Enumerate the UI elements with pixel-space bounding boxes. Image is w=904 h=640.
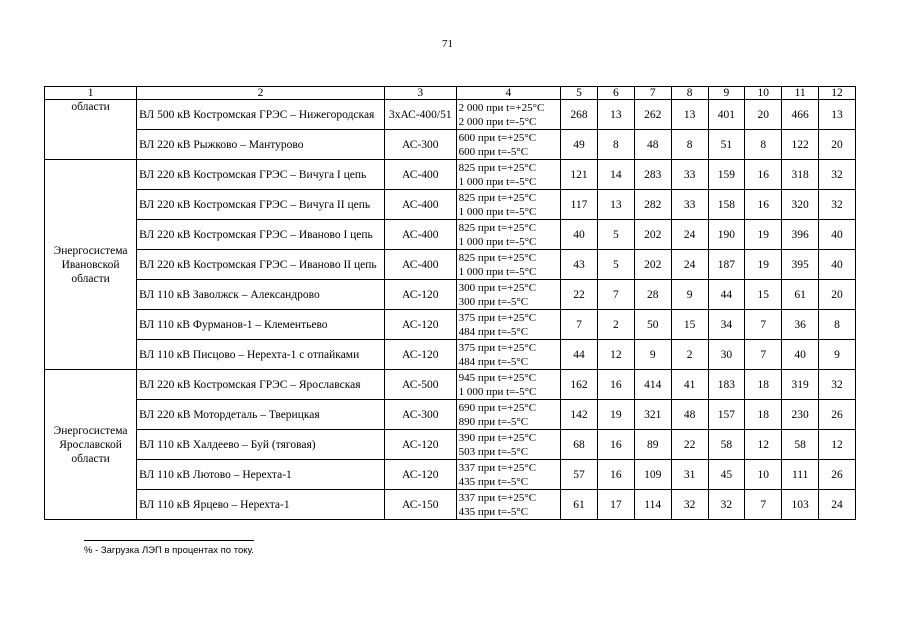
value-cell-c5: 61 — [561, 490, 598, 520]
table-row — [45, 400, 856, 430]
current-winter-text: 1 000 при t=-5°С — [458, 265, 537, 278]
value-cell-c7: 202 — [634, 220, 671, 250]
current-winter-text: 1 000 при t=-5°С — [458, 175, 537, 188]
allowed-current-cell — [456, 100, 560, 130]
value-cell-c9: 51 — [708, 130, 745, 160]
value-cell-c6: 16 — [597, 370, 634, 400]
value-cell-c11: 61 — [782, 280, 819, 310]
current-summer-text: 375 при t=+25°С — [458, 341, 537, 354]
value-cell-c9: 58 — [708, 430, 745, 460]
value-cell-c10: 19 — [745, 220, 782, 250]
value-cell-c7: 282 — [634, 190, 671, 220]
value-cell-c10: 12 — [745, 430, 782, 460]
line-name-cell: ВЛ 110 кВ Халдеево – Буй (тяговая) — [137, 430, 385, 460]
value-cell-c12: 8 — [819, 310, 856, 340]
value-cell-c5: 22 — [561, 280, 598, 310]
value-cell-c5: 7 — [561, 310, 598, 340]
value-cell-c8: 24 — [671, 250, 708, 280]
header-cell: 12 — [819, 87, 856, 100]
value-cell-c12: 20 — [819, 280, 856, 310]
current-summer-text: 825 при t=+25°С — [458, 161, 537, 174]
page-number: 71 — [442, 38, 453, 50]
value-cell-c12: 40 — [819, 250, 856, 280]
value-cell-c7: 48 — [634, 130, 671, 160]
wire-type-cell: АС-400 — [384, 220, 456, 250]
value-cell-c11: 319 — [782, 370, 819, 400]
current-summer-text: 390 при t=+25°С — [458, 431, 537, 444]
current-winter-text: 2 000 при t=-5°С — [458, 115, 537, 128]
header-cell: 2 — [137, 87, 385, 100]
current-winter-text: 600 при t=-5°С — [458, 145, 529, 158]
value-cell-c10: 18 — [745, 400, 782, 430]
value-cell-c9: 183 — [708, 370, 745, 400]
value-cell-c10: 10 — [745, 460, 782, 490]
allowed-current-cell — [456, 280, 560, 310]
allowed-current-cell — [456, 310, 560, 340]
value-cell-c11: 318 — [782, 160, 819, 190]
value-cell-c6: 16 — [597, 430, 634, 460]
value-cell-c9: 30 — [708, 340, 745, 370]
line-name-cell: ВЛ 110 кВ Фурманов-1 – Клементьево — [137, 310, 385, 340]
current-summer-text: 825 при t=+25°С — [458, 221, 537, 234]
value-cell-c5: 117 — [561, 190, 598, 220]
value-cell-c8: 2 — [671, 340, 708, 370]
wire-type-cell: АС-150 — [384, 490, 456, 520]
value-cell-c5: 57 — [561, 460, 598, 490]
current-winter-text: 1 000 при t=-5°С — [458, 385, 537, 398]
allowed-current-cell — [456, 490, 560, 520]
value-cell-c7: 109 — [634, 460, 671, 490]
value-cell-c5: 121 — [561, 160, 598, 190]
value-cell-c10: 15 — [745, 280, 782, 310]
value-cell-c11: 395 — [782, 250, 819, 280]
value-cell-c6: 8 — [597, 130, 634, 160]
value-cell-c10: 19 — [745, 250, 782, 280]
value-cell-c12: 32 — [819, 370, 856, 400]
value-cell-c11: 230 — [782, 400, 819, 430]
current-summer-text: 600 при t=+25°С — [458, 131, 537, 144]
current-winter-text: 435 при t=-5°С — [458, 475, 529, 488]
line-name-cell: ВЛ 110 кВ Заволжск – Александрово — [137, 280, 385, 310]
allowed-current-cell — [456, 400, 560, 430]
value-cell-c7: 414 — [634, 370, 671, 400]
value-cell-c7: 28 — [634, 280, 671, 310]
table-row — [45, 430, 856, 460]
value-cell-c11: 103 — [782, 490, 819, 520]
value-cell-c11: 396 — [782, 220, 819, 250]
current-winter-text: 300 при t=-5°С — [458, 295, 529, 308]
value-cell-c9: 34 — [708, 310, 745, 340]
value-cell-c8: 41 — [671, 370, 708, 400]
value-cell-c8: 13 — [671, 100, 708, 130]
value-cell-c6: 5 — [597, 250, 634, 280]
value-cell-c11: 466 — [782, 100, 819, 130]
header-cell: 4 — [456, 87, 560, 100]
line-name-cell: ВЛ 220 кВ Костромская ГРЭС – Вичуга I цепь — [137, 160, 385, 190]
transmission-line-load-table — [44, 86, 856, 520]
value-cell-c9: 190 — [708, 220, 745, 250]
value-cell-c10: 16 — [745, 190, 782, 220]
allowed-current-cell — [456, 430, 560, 460]
current-summer-text: 300 при t=+25°С — [458, 281, 537, 294]
current-summer-text: 690 при t=+25°С — [458, 401, 537, 414]
value-cell-c6: 13 — [597, 100, 634, 130]
value-cell-c8: 31 — [671, 460, 708, 490]
wire-type-cell: АС-300 — [384, 130, 456, 160]
line-name-cell: ВЛ 110 кВ Писцово – Нерехта-1 с отпайками — [137, 340, 385, 370]
line-name-cell: ВЛ 110 кВ Лютово – Нерехта-1 — [137, 460, 385, 490]
value-cell-c8: 9 — [671, 280, 708, 310]
value-cell-c6: 5 — [597, 220, 634, 250]
wire-type-cell: АС-400 — [384, 250, 456, 280]
value-cell-c9: 187 — [708, 250, 745, 280]
value-cell-c6: 2 — [597, 310, 634, 340]
value-cell-c5: 162 — [561, 370, 598, 400]
header-cell: 7 — [634, 87, 671, 100]
value-cell-c12: 20 — [819, 130, 856, 160]
value-cell-c9: 32 — [708, 490, 745, 520]
table-row — [45, 340, 856, 370]
allowed-current-cell — [456, 160, 560, 190]
table-row — [45, 130, 856, 160]
table-row — [45, 160, 856, 190]
value-cell-c5: 49 — [561, 130, 598, 160]
region-cell: Энергосистема Ивановской области — [45, 160, 137, 370]
header-cell: 10 — [745, 87, 782, 100]
line-name-cell: ВЛ 110 кВ Ярцево – Нерехта-1 — [137, 490, 385, 520]
value-cell-c9: 44 — [708, 280, 745, 310]
value-cell-c12: 13 — [819, 100, 856, 130]
table-row — [45, 220, 856, 250]
current-summer-text: 945 при t=+25°С — [458, 371, 537, 384]
value-cell-c6: 19 — [597, 400, 634, 430]
value-cell-c12: 40 — [819, 220, 856, 250]
header-cell: 1 — [45, 87, 137, 100]
value-cell-c8: 48 — [671, 400, 708, 430]
wire-type-cell: АС-120 — [384, 280, 456, 310]
current-winter-text: 1 000 при t=-5°С — [458, 205, 537, 218]
header-cell: 9 — [708, 87, 745, 100]
wire-type-cell: АС-120 — [384, 310, 456, 340]
table-row — [45, 310, 856, 340]
value-cell-c5: 268 — [561, 100, 598, 130]
line-name-cell: ВЛ 220 кВ Костромская ГРЭС – Иваново I цепь — [137, 220, 385, 250]
wire-type-cell: АС-120 — [384, 430, 456, 460]
allowed-current-cell — [456, 220, 560, 250]
value-cell-c11: 40 — [782, 340, 819, 370]
value-cell-c12: 32 — [819, 190, 856, 220]
table-row — [45, 460, 856, 490]
value-cell-c6: 16 — [597, 460, 634, 490]
value-cell-c9: 45 — [708, 460, 745, 490]
wire-type-cell: АС-300 — [384, 400, 456, 430]
footnote-divider — [84, 540, 254, 541]
header-cell: 8 — [671, 87, 708, 100]
current-summer-text: 825 при t=+25°С — [458, 251, 537, 264]
value-cell-c10: 16 — [745, 160, 782, 190]
region-cell: Энергосистема Ярославской области — [45, 370, 137, 520]
value-cell-c8: 33 — [671, 160, 708, 190]
table-row — [45, 250, 856, 280]
value-cell-c10: 7 — [745, 340, 782, 370]
allowed-current-cell — [456, 460, 560, 490]
line-name-cell: ВЛ 220 кВ Костромская ГРЭС – Ярославская — [137, 370, 385, 400]
current-winter-text: 1 000 при t=-5°С — [458, 235, 537, 248]
allowed-current-cell — [456, 130, 560, 160]
value-cell-c11: 320 — [782, 190, 819, 220]
value-cell-c12: 32 — [819, 160, 856, 190]
value-cell-c7: 50 — [634, 310, 671, 340]
value-cell-c12: 26 — [819, 460, 856, 490]
value-cell-c5: 142 — [561, 400, 598, 430]
value-cell-c8: 15 — [671, 310, 708, 340]
line-name-cell: ВЛ 220 кВ Костромская ГРЭС – Иваново II цепь — [137, 250, 385, 280]
wire-type-cell: АС-500 — [384, 370, 456, 400]
value-cell-c8: 22 — [671, 430, 708, 460]
header-cell: 6 — [597, 87, 634, 100]
table-row — [45, 280, 856, 310]
value-cell-c9: 158 — [708, 190, 745, 220]
wire-type-cell: АС-400 — [384, 160, 456, 190]
current-winter-text: 890 при t=-5°С — [458, 415, 529, 428]
value-cell-c7: 262 — [634, 100, 671, 130]
value-cell-c7: 283 — [634, 160, 671, 190]
current-winter-text: 503 при t=-5°С — [458, 445, 529, 458]
value-cell-c8: 33 — [671, 190, 708, 220]
value-cell-c6: 12 — [597, 340, 634, 370]
allowed-current-cell — [456, 250, 560, 280]
value-cell-c6: 14 — [597, 160, 634, 190]
wire-type-cell: 3хАС-400/51 — [384, 100, 456, 130]
table-row — [45, 100, 856, 130]
value-cell-c5: 44 — [561, 340, 598, 370]
line-name-cell: ВЛ 220 кВ Мотордеталь – Тверицкая — [137, 400, 385, 430]
value-cell-c5: 68 — [561, 430, 598, 460]
line-name-cell: ВЛ 500 кВ Костромская ГРЭС – Нижегородская — [137, 100, 385, 130]
value-cell-c8: 8 — [671, 130, 708, 160]
value-cell-c6: 7 — [597, 280, 634, 310]
value-cell-c11: 36 — [782, 310, 819, 340]
current-summer-text: 825 при t=+25°С — [458, 191, 537, 204]
current-summer-text: 2 000 при t=+25°С — [458, 101, 545, 114]
value-cell-c12: 24 — [819, 490, 856, 520]
value-cell-c7: 89 — [634, 430, 671, 460]
header-cell: 3 — [384, 87, 456, 100]
value-cell-c6: 13 — [597, 190, 634, 220]
wire-type-cell: АС-400 — [384, 190, 456, 220]
value-cell-c10: 7 — [745, 490, 782, 520]
value-cell-c11: 111 — [782, 460, 819, 490]
value-cell-c10: 20 — [745, 100, 782, 130]
value-cell-c10: 18 — [745, 370, 782, 400]
value-cell-c11: 122 — [782, 130, 819, 160]
allowed-current-cell — [456, 340, 560, 370]
line-name-cell: ВЛ 220 кВ Костромская ГРЭС – Вичуга II цепь — [137, 190, 385, 220]
value-cell-c12: 12 — [819, 430, 856, 460]
value-cell-c9: 157 — [708, 400, 745, 430]
value-cell-c12: 26 — [819, 400, 856, 430]
table-row — [45, 190, 856, 220]
allowed-current-cell — [456, 190, 560, 220]
current-winter-text: 484 при t=-5°С — [458, 355, 529, 368]
value-cell-c9: 401 — [708, 100, 745, 130]
line-name-cell: ВЛ 220 кВ Рыжково – Мантурово — [137, 130, 385, 160]
value-cell-c5: 40 — [561, 220, 598, 250]
allowed-current-cell — [456, 370, 560, 400]
table-row — [45, 370, 856, 400]
value-cell-c9: 159 — [708, 160, 745, 190]
value-cell-c11: 58 — [782, 430, 819, 460]
value-cell-c6: 17 — [597, 490, 634, 520]
header-row — [45, 87, 856, 100]
value-cell-c7: 321 — [634, 400, 671, 430]
value-cell-c7: 114 — [634, 490, 671, 520]
current-winter-text: 484 при t=-5°С — [458, 325, 529, 338]
current-summer-text: 337 при t=+25°С — [458, 491, 537, 504]
value-cell-c10: 8 — [745, 130, 782, 160]
region-cell: области — [45, 100, 137, 160]
value-cell-c7: 9 — [634, 340, 671, 370]
value-cell-c10: 7 — [745, 310, 782, 340]
current-summer-text: 337 при t=+25°С — [458, 461, 537, 474]
header-cell: 11 — [782, 87, 819, 100]
value-cell-c8: 24 — [671, 220, 708, 250]
wire-type-cell: АС-120 — [384, 340, 456, 370]
header-cell: 5 — [561, 87, 598, 100]
footnote: % - Загрузка ЛЭП в процентах по току. — [84, 545, 254, 556]
table-row — [45, 490, 856, 520]
current-summer-text: 375 при t=+25°С — [458, 311, 537, 324]
value-cell-c8: 32 — [671, 490, 708, 520]
value-cell-c7: 202 — [634, 250, 671, 280]
value-cell-c5: 43 — [561, 250, 598, 280]
current-winter-text: 435 при t=-5°С — [458, 505, 529, 518]
value-cell-c12: 9 — [819, 340, 856, 370]
wire-type-cell: АС-120 — [384, 460, 456, 490]
